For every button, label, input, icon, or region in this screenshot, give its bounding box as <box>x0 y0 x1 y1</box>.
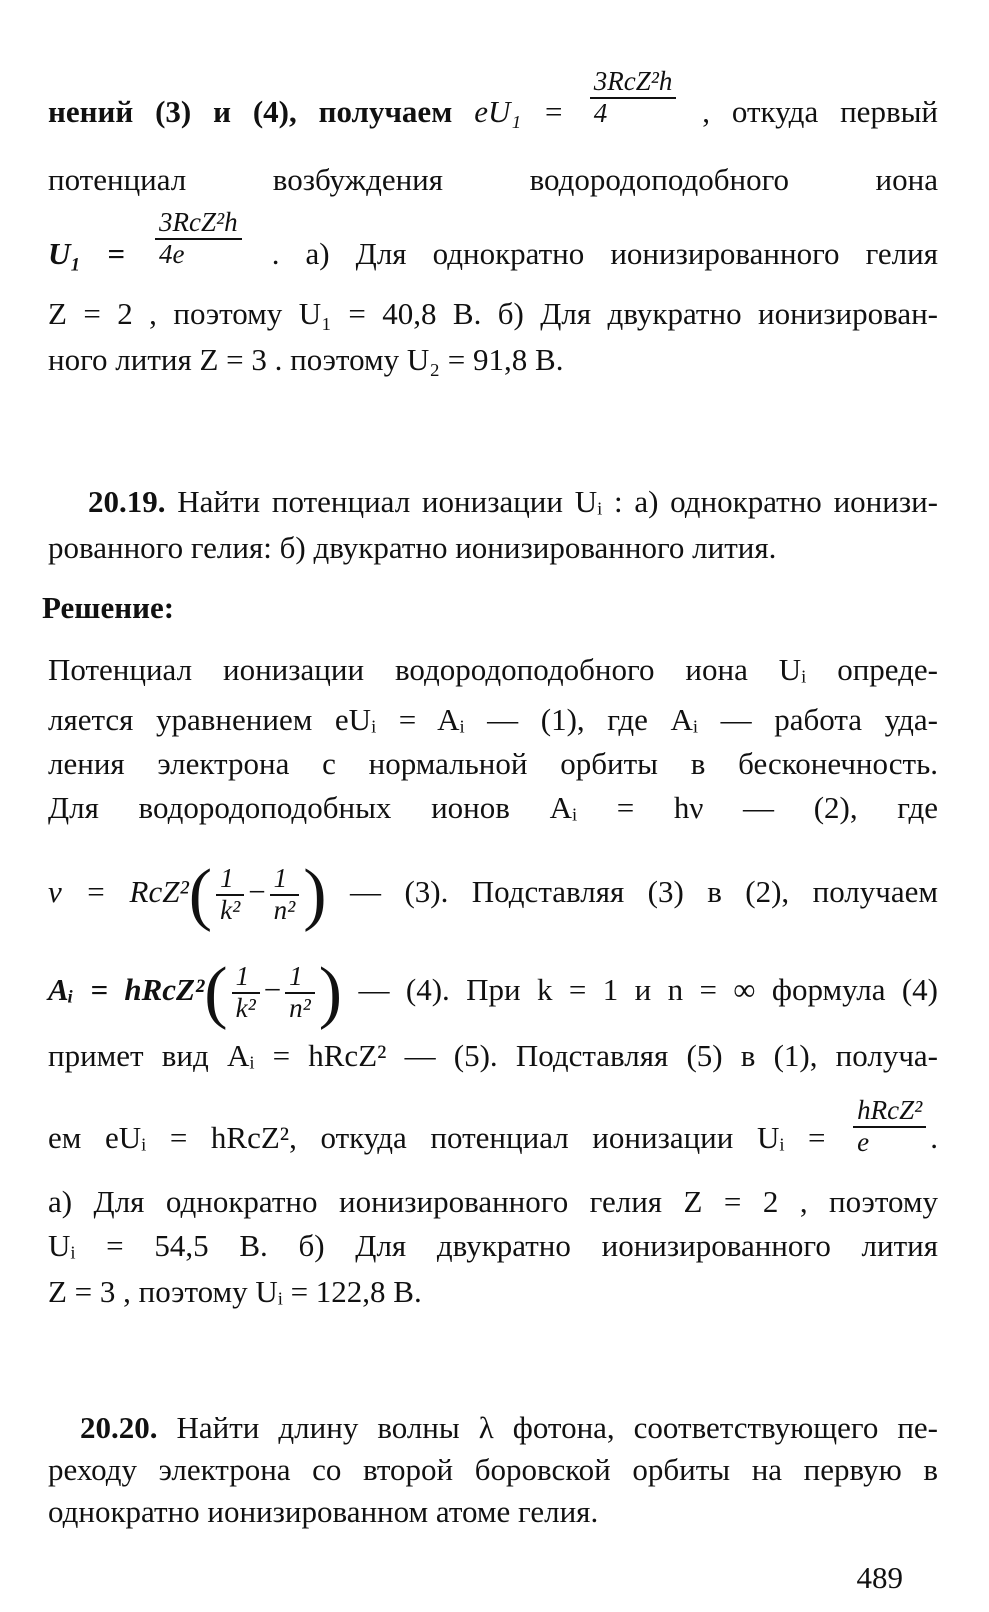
solution-line-10: Uᵢ = 54,5 В. б) Для двукратно ионизированного лития <box>48 1228 938 1263</box>
problem-number: 20.19. <box>88 484 166 519</box>
solution-line-4: Для водородоподобных ионов Aᵢ = hν — (2), где <box>48 790 938 825</box>
problem-19-line-2: рованного гелия: б) двукратно ионизированного лития. <box>48 530 777 565</box>
prev-line-1 <box>48 66 938 132</box>
solution-line-5: ν = RcZ²( $\frac{1}{\text{k²}}$ − $\frac{1}{\text{n²}}$ ) — (3). Подставляя (3) в (2), получаем <box>48 856 938 933</box>
prev-line-4: Z = 2 , поэтому U₁ = 40,8 В. б) Для двукратно ионизирован- <box>48 296 938 331</box>
solution-line-2: ляется уравнением eUᵢ = Aᵢ — (1), где Aᵢ — работа уда- <box>48 702 938 737</box>
equation-lhs: eU₁ = <box>474 94 564 129</box>
problem-19-line-1: 20.19. Найти потенциал ионизации Uᵢ : а) однократно ионизи- <box>88 484 938 519</box>
solution-line-9: а) Для однократно ионизированного гелия Z = 2 , поэтому <box>48 1184 938 1219</box>
problem-20-line-2: реходу электрона со второй боровской орбиты на первую в <box>48 1452 938 1487</box>
text: нений (3) и (4), получаем <box>48 94 453 129</box>
text: , откуда первый <box>702 94 938 129</box>
prev-line-5: ного лития Z = 3 . поэтому U₂ = 91,8 В. <box>48 342 564 377</box>
problem-number: 20.20. <box>80 1410 158 1445</box>
fraction: $\frac{\text{3RcZ²h}}{4}$ <box>590 67 677 128</box>
problem-20-line-3: однократно ионизированном атоме гелия. <box>48 1494 599 1529</box>
fraction: $\frac{\text{3RcZ²h}}{4e}$ <box>155 208 242 269</box>
solution-line-1: Потенциал ионизации водородоподобного иона Uᵢ опреде- <box>48 652 938 687</box>
solution-line-7: примет вид Aᵢ = hRcZ² — (5). Подставляя (5) в (1), получа- <box>48 1038 938 1073</box>
solution-line-8: ем eUᵢ = hRcZ², откуда потенциал ионизации Uᵢ = $\frac{\text{hRcZ²}}{e}$ . <box>48 1095 939 1157</box>
prev-line-2: потенциал возбуждения водородоподобного иона <box>48 162 938 197</box>
solution-line-3: ления электрона с нормальной орбиты в бесконечность. <box>48 746 938 781</box>
page-number: 489 <box>856 1560 903 1595</box>
solution-line-11: Z = 3 , поэтому Uᵢ = 122,8 В. <box>48 1274 422 1309</box>
solution-heading: Решение: <box>42 590 175 625</box>
prev-line-3: U₁ = $\frac{\text{3RcZ²h}}{4e}$ . а) Для однократно ионизированного гелия <box>48 207 938 271</box>
solution-line-6: Aᵢ = hRcZ²( $\frac{1}{\text{k²}}$ − $\frac{1}{\text{n²}}$ ) — (4). При k = 1 и n = ∞ формула (4) <box>48 954 938 1031</box>
problem-20-line-1: 20.20. Найти длину волны λ фотона, соответствующего пе- <box>80 1410 939 1445</box>
